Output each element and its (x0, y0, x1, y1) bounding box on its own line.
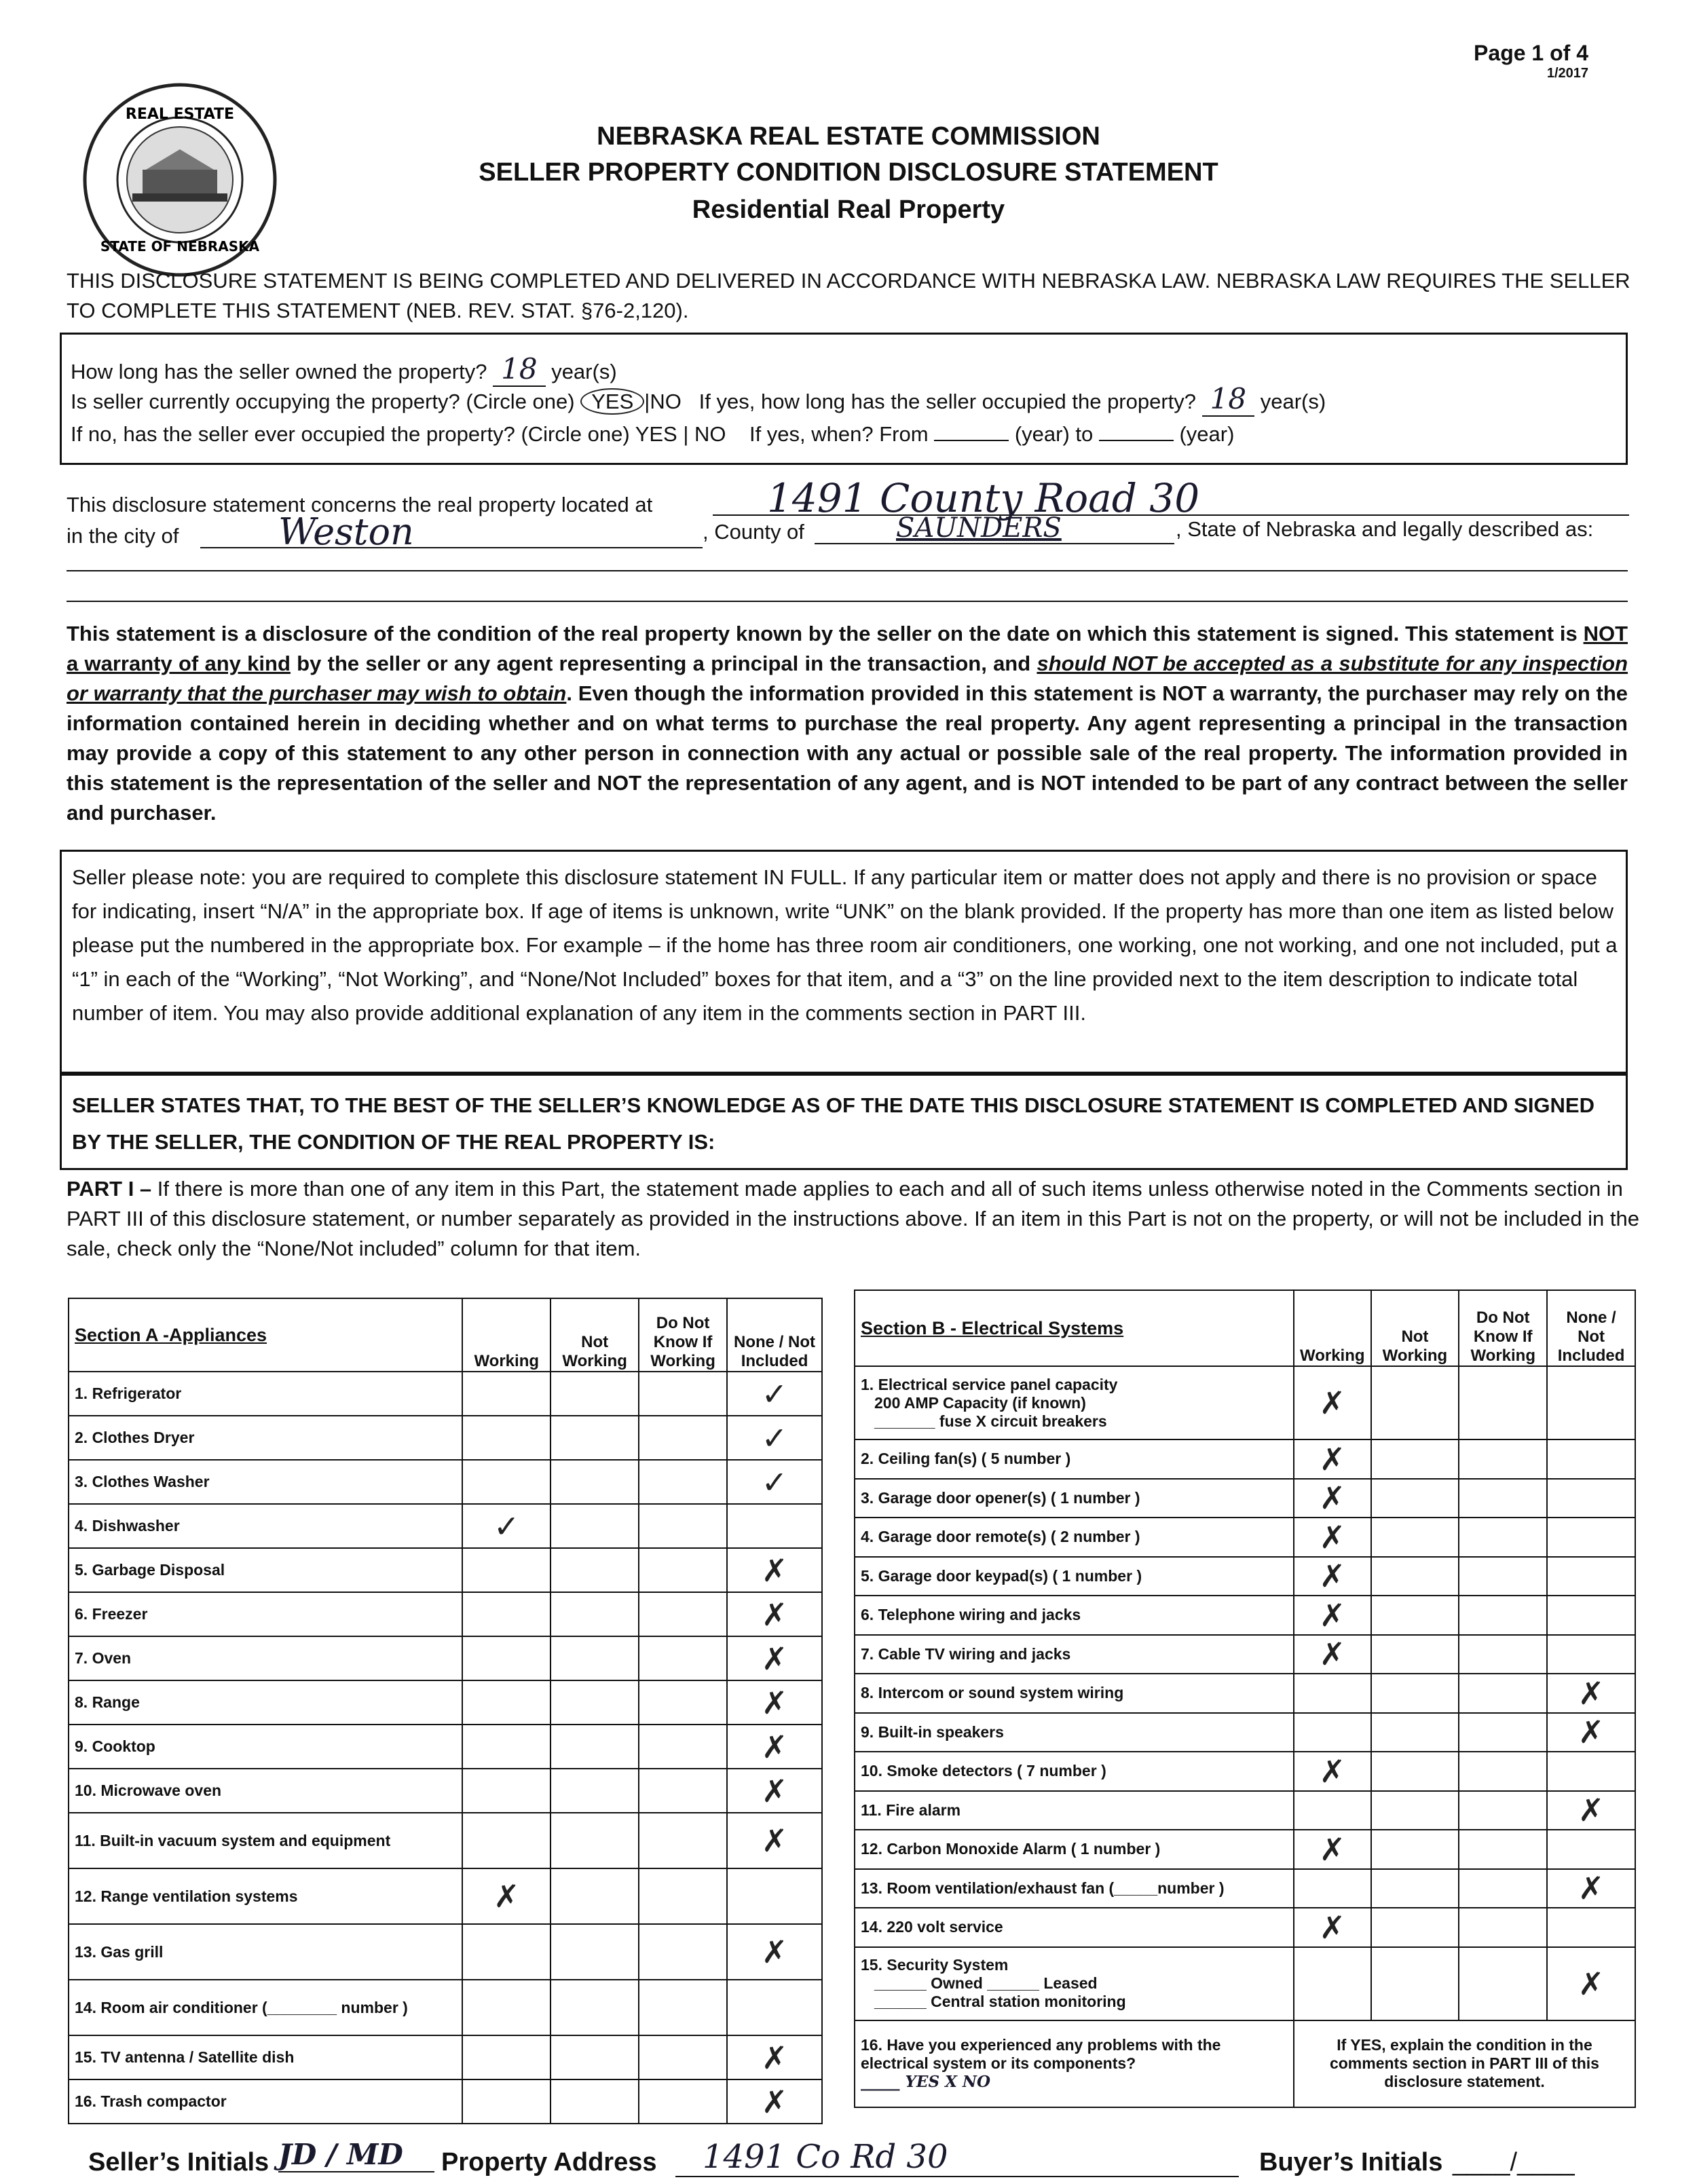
check-cell-nw[interactable] (551, 2035, 639, 2079)
buyer-initials-field[interactable]: ____/____ (1453, 2148, 1575, 2177)
check-cell-n[interactable]: ✗ (727, 1769, 822, 1813)
item-label: 8. Intercom or sound system wiring (855, 1674, 1294, 1713)
check-cell-w[interactable] (462, 1980, 551, 2035)
check-cell-dk[interactable] (1459, 1830, 1547, 1869)
check-cell-nw[interactable] (551, 1548, 639, 1592)
table-row (855, 1439, 1635, 1479)
table-row (855, 1366, 1635, 1439)
section-a-title: Section A -Appliances (69, 1298, 462, 1372)
check-cell-nw[interactable] (1371, 1674, 1459, 1713)
table-row (69, 2035, 822, 2079)
item-label: 4. Garage door remote(s) ( 2 number ) (855, 1518, 1294, 1557)
check-cell-n[interactable]: ✗ (1547, 1947, 1635, 2020)
county-field[interactable]: SAUNDERS (896, 512, 1062, 544)
footer-address-field[interactable]: 1491 Co Rd 30 (675, 2138, 1239, 2177)
check-cell-w[interactable]: ✗ (1294, 1557, 1371, 1596)
check-cell-dk[interactable] (1459, 1752, 1547, 1791)
check-cell-dk[interactable] (1459, 1596, 1547, 1635)
check-cell-w[interactable]: ✗ (1294, 1635, 1371, 1674)
check-cell-n[interactable] (1547, 1596, 1635, 1635)
check-cell-w[interactable]: ✗ (1294, 1596, 1371, 1635)
check-cell-w[interactable] (462, 1636, 551, 1680)
col-not-working: Not Working (551, 1298, 639, 1372)
table-row (69, 1868, 822, 1924)
item-label: 12. Range ventilation systems (69, 1868, 462, 1924)
check-cell-w[interactable] (462, 1372, 551, 1416)
table-row (69, 1769, 822, 1813)
check-cell-w[interactable]: ✗ (1294, 1366, 1371, 1439)
property-address-label: Property Address (441, 2148, 657, 2177)
check-cell-w[interactable] (1294, 1947, 1371, 2020)
check-cell-n[interactable] (727, 1980, 822, 2035)
svg-text:STATE OF NEBRASKA: STATE OF NEBRASKA (100, 238, 260, 255)
check-cell-dk[interactable] (639, 1504, 727, 1548)
check-cell-nw[interactable] (551, 1924, 639, 1980)
check-cell-nw[interactable] (551, 1725, 639, 1769)
check-cell-dk[interactable] (1459, 1713, 1547, 1752)
occupying-question: Is seller currently occupying the property? (Circle one) YES |NO If yes, how long has the seller occupied the property? 18 year(s) (71, 382, 1326, 415)
check-cell-dk[interactable] (1459, 1674, 1547, 1713)
check-cell-n[interactable] (1547, 1366, 1635, 1439)
check-cell-nw[interactable] (551, 1592, 639, 1636)
check-cell-n[interactable] (727, 1504, 822, 1548)
check-cell-dk[interactable] (1459, 1791, 1547, 1830)
col-none: None / Not Included (727, 1298, 822, 1372)
check-cell-n[interactable]: ✗ (727, 1636, 822, 1680)
check-cell-w[interactable] (462, 1460, 551, 1504)
check-cell-n[interactable]: ✓ (727, 1460, 822, 1504)
table-row (855, 1791, 1635, 1830)
check-cell-dk[interactable] (1459, 1635, 1547, 1674)
check-cell-dk[interactable] (1459, 1518, 1547, 1557)
check-cell-dk[interactable] (1459, 1439, 1547, 1479)
item-label: 4. Dishwasher (69, 1504, 462, 1548)
check-cell-nw[interactable] (1371, 1596, 1459, 1635)
check-cell-nw[interactable] (551, 1504, 639, 1548)
check-cell-nw[interactable] (1371, 1635, 1459, 1674)
check-cell-nw[interactable] (551, 1868, 639, 1924)
check-cell-w[interactable]: ✗ (1294, 1439, 1371, 1479)
property-address-field[interactable]: 1491 County Road 30 (767, 475, 1200, 521)
check-cell-nw[interactable] (551, 1416, 639, 1460)
check-cell-nw[interactable] (1371, 1557, 1459, 1596)
table-row (69, 1636, 822, 1680)
check-cell-dk[interactable] (639, 1769, 727, 1813)
check-cell-nw[interactable] (551, 1372, 639, 1416)
table-row (855, 1908, 1635, 1947)
city-label: in the city of (67, 524, 179, 548)
check-cell-nw[interactable] (1371, 1479, 1459, 1518)
check-cell-nw[interactable] (1371, 1752, 1459, 1791)
check-cell-w[interactable]: ✗ (1294, 1518, 1371, 1557)
check-cell-n[interactable]: ✓ (727, 1372, 822, 1416)
check-cell-n[interactable] (1547, 1439, 1635, 1479)
check-cell-dk[interactable] (639, 1548, 727, 1592)
check-cell-n[interactable] (1547, 1479, 1635, 1518)
check-cell-nw[interactable] (1371, 1830, 1459, 1869)
owned-years[interactable]: 18 (493, 352, 545, 387)
check-cell-w[interactable] (462, 1680, 551, 1725)
table-row (855, 1635, 1635, 1674)
section-a-appliances-table (68, 1298, 823, 2124)
check-cell-n[interactable]: ✗ (727, 2079, 822, 2124)
check-cell-n[interactable]: ✗ (727, 1924, 822, 1980)
check-cell-nw[interactable] (1371, 1366, 1459, 1439)
col-working: Working (462, 1298, 551, 1372)
state-label: , State of Nebraska and legally described as: (1176, 517, 1594, 541)
item-label: 6. Freezer (69, 1592, 462, 1636)
item-label: 9. Cooktop (69, 1725, 462, 1769)
item-label: 11. Built-in vacuum system and equipment (69, 1813, 462, 1868)
item-label: 2. Ceiling fan(s) ( 5 number ) (855, 1439, 1294, 1479)
table-row (855, 1479, 1635, 1518)
table-row (855, 1518, 1635, 1557)
check-cell-n[interactable]: ✗ (727, 1813, 822, 1868)
item-label: 6. Telephone wiring and jacks (855, 1596, 1294, 1635)
col-dont-know: Do Not Know If Working (639, 1298, 727, 1372)
check-cell-dk[interactable] (1459, 1557, 1547, 1596)
check-cell-w[interactable] (462, 1592, 551, 1636)
page-number: Page 1 of 4 1/2017 (1474, 41, 1588, 81)
check-cell-dk[interactable] (639, 1980, 727, 2035)
check-cell-nw[interactable] (1371, 1439, 1459, 1479)
item-label: 14. Room air conditioner (________ number ) (69, 1980, 462, 2035)
occupied-years[interactable]: 18 (1202, 382, 1254, 417)
disclosure-paragraph: This statement is a disclosure of the condition of the real property known by the seller on the date on which this statement is signed. This statement is NOT a warranty of any kind by the seller or any agent representing a principal in the transaction, and should NOT be accepted as a substitute for any inspection or warranty that the purchaser may wish to obtain. Even though the information provided in this statement is NOT a warranty, the purchaser may rely on the information contained herein in deciding whether and on what terms to purchase the real property. Any agent representing a principal in the transaction may provide a copy of this statement to any other person in connection with any actual or possible sale of the real property. The information provided in this statement is the representation of the seller and NOT the representation of any agent, and is NOT intended to be part of any contract between the seller and purchaser. (67, 622, 1628, 825)
check-cell-w[interactable] (1294, 1713, 1371, 1752)
check-cell-nw[interactable] (1371, 1947, 1459, 2020)
check-cell-n[interactable] (1547, 1908, 1635, 1947)
check-cell-n[interactable]: ✗ (727, 1592, 822, 1636)
check-cell-w[interactable]: ✗ (462, 1868, 551, 1924)
check-cell-dk[interactable] (1459, 1479, 1547, 1518)
check-cell-nw[interactable] (551, 1680, 639, 1725)
table-row (69, 1592, 822, 1636)
check-cell-n[interactable]: ✗ (1547, 1713, 1635, 1752)
intro-text: THIS DISCLOSURE STATEMENT IS BEING COMPLETED AND DELIVERED IN ACCORDANCE WITH NEBRASKA LAW. NEBRASKA LAW REQUIRES THE SELLER TO COMPLETE THIS STATEMENT (NEB. REV. STAT. §76-2,120). (67, 269, 1630, 322)
table-row (855, 1869, 1635, 1908)
check-cell-n[interactable]: ✗ (727, 1680, 822, 1725)
table-row (855, 1947, 1635, 2020)
check-cell-w[interactable]: ✗ (1294, 1830, 1371, 1869)
check-cell-nw[interactable] (551, 1813, 639, 1868)
seller-initials-label: Seller’s Initials (88, 2148, 269, 2177)
check-cell-n[interactable] (727, 1868, 822, 1924)
check-cell-nw[interactable] (551, 1980, 639, 2035)
occupying-no[interactable]: NO (650, 390, 682, 413)
seller-initials-field[interactable]: JD / MD (278, 2138, 434, 2172)
check-cell-dk[interactable] (639, 1924, 727, 1980)
check-cell-dk[interactable] (639, 1680, 727, 1725)
check-cell-n[interactable]: ✗ (1547, 1674, 1635, 1713)
item-label: 3. Clothes Washer (69, 1460, 462, 1504)
check-cell-n[interactable] (1547, 1635, 1635, 1674)
check-cell-dk[interactable] (1459, 1908, 1547, 1947)
item-label: 7. Cable TV wiring and jacks (855, 1635, 1294, 1674)
part-one-text: PART I – If there is more than one of any item in this Part, the statement made applies to each and all of such items unless otherwise noted in the Comments section in PART III of this disclosure statement, or number separately as provided in the instructions above. If an item in this Part is not on the property, or will not be included in the sale, check only the “None/Not included” column for that item. (67, 1177, 1640, 1260)
check-cell-nw[interactable] (551, 1769, 639, 1813)
item-label: 11. Fire alarm (855, 1791, 1294, 1830)
check-cell-n[interactable]: ✗ (727, 1548, 822, 1592)
section-b-title: Section B - Electrical Systems (855, 1290, 1294, 1366)
check-cell-w[interactable] (462, 1416, 551, 1460)
location-prefix: This disclosure statement concerns the real property located at (67, 493, 653, 516)
item-label: 10. Microwave oven (69, 1769, 462, 1813)
check-cell-nw[interactable] (1371, 1518, 1459, 1557)
check-cell-w[interactable]: ✗ (1294, 1479, 1371, 1518)
check-cell-w[interactable]: ✗ (1294, 1908, 1371, 1947)
check-cell-dk[interactable] (639, 1416, 727, 1460)
item-label: 1. Refrigerator (69, 1372, 462, 1416)
item-label: 7. Oven (69, 1636, 462, 1680)
seller-note: Seller please note: you are required to complete this disclosure statement IN FULL. If any particular item or matter does not apply and there is no provision or space for indicating, insert “N/A” in the appropriate box. If age of items is unknown, write “UNK” on the blank provided. If the property has more than one item as listed below please put the numbered in the appropriate box. For example – if the home has three room air conditioners, one working, one not working, and one not included, put a “1” in each of the “Working”, “Not Working”, and “None/Not Included” boxes for that item, and a “3” on the line provided next to the item description to indicate total number of item. You may also provide additional explanation of any item in the comments section in PART III. (72, 865, 1618, 1025)
check-cell-dk[interactable] (639, 1636, 727, 1680)
item-label: 3. Garage door opener(s) ( 1 number ) (855, 1479, 1294, 1518)
table-row (69, 1813, 822, 1868)
check-cell-nw[interactable] (1371, 1791, 1459, 1830)
table-row (69, 1548, 822, 1592)
item-label: 15. TV antenna / Satellite dish (69, 2035, 462, 2079)
item-label: 13. Gas grill (69, 1924, 462, 1980)
check-cell-nw[interactable] (551, 1636, 639, 1680)
check-cell-dk[interactable] (639, 1813, 727, 1868)
check-cell-n[interactable]: ✗ (1547, 1791, 1635, 1830)
check-cell-w[interactable] (462, 1725, 551, 1769)
section-b-electrical-table: Section B - Electrical Systems Working Not Working Do Not Know If Working None / Not Included 1. Electrical service panel capacity 200 AMP Capacity (if known) _______ fuse X circuit breakers ✗ 2. Ceiling fan(s) ( 5 number ) ✗ 3. Garage door opener(s) ( 1 number ) ✗ 4. Garage door remote(s) ( 2 number ) ✗ 5. Garage door keypad(s) ( 1 number ) ✗ 6. Telephone wiring and jacks ✗ 7. Cable TV wiring and jacks ✗ 8. Intercom or sound system wiring ✗ 9. Built-in speakers ✗ 10. Smoke detectors ( 7 number ) ✗ 11. Fire alarm ✗ 12. Carbon Monoxide Alarm ( 1 number ) ✗ 13. Room ventilation/exhaust fan (_____number ) ✗ 14. 220 volt service ✗ 15. Security System ______ Owned ______ Leased ______ Central station monitoring ✗ 16. Have you experienced any problems with the electrical system or its components? _____ YES X NO If YES, explain the condition in the comments section in PART III of this disclosure statement. (854, 1289, 1636, 2108)
check-cell-dk[interactable] (639, 1725, 727, 1769)
table-row (855, 1713, 1635, 1752)
check-cell-dk[interactable] (639, 2035, 727, 2079)
check-cell-dk[interactable] (639, 1592, 727, 1636)
county-label: , County of (703, 520, 804, 544)
check-cell-n[interactable]: ✗ (1547, 1869, 1635, 1908)
item-label: 15. Security System ______ Owned ______ Leased ______ Central station monitoring (855, 1947, 1294, 2020)
table-row (69, 1924, 822, 1980)
check-cell-nw[interactable] (1371, 1908, 1459, 1947)
item-label: 13. Room ventilation/exhaust fan (_____number ) (855, 1869, 1294, 1908)
item-label: 2. Clothes Dryer (69, 1416, 462, 1460)
check-cell-dk[interactable] (1459, 1947, 1547, 2020)
item-label: 1. Electrical service panel capacity 200 AMP Capacity (if known) _______ fuse X circuit breakers (855, 1366, 1294, 1439)
check-cell-w[interactable] (1294, 1869, 1371, 1908)
item-label: 5. Garbage Disposal (69, 1548, 462, 1592)
item-label: 16. Trash compactor (69, 2079, 462, 2124)
check-cell-w[interactable] (462, 1548, 551, 1592)
table-row (69, 1416, 822, 1460)
electrical-problems-answer[interactable]: _____ YES X NO (861, 2073, 990, 2091)
check-cell-n[interactable]: ✗ (727, 1725, 822, 1769)
item-label: 10. Smoke detectors ( 7 number ) (855, 1752, 1294, 1791)
check-cell-dk[interactable] (639, 1460, 727, 1504)
check-cell-n[interactable] (1547, 1752, 1635, 1791)
item-label: 9. Built-in speakers (855, 1713, 1294, 1752)
check-cell-w[interactable] (462, 2035, 551, 2079)
ever-occupied-question: If no, has the seller ever occupied the property? (Circle one) YES | NO If yes, when? From (year) to (year) (71, 422, 1235, 446)
electrical-problems-note: If YES, explain the condition in the comments section in PART III of this disclosure statement. (1294, 2020, 1635, 2107)
check-cell-nw[interactable] (551, 2079, 639, 2124)
table-row (69, 1504, 822, 1548)
form-subtitle: Residential Real Property (692, 195, 1005, 224)
check-cell-n[interactable]: ✓ (727, 1416, 822, 1460)
seller-states: SELLER STATES THAT, TO THE BEST OF THE SELLER’S KNOWLEDGE AS OF THE DATE THIS DISCLOSURE STATEMENT IS COMPLETED AND SIGNED BY THE SELLER, THE CONDITION OF THE REAL PROPERTY IS: (72, 1093, 1595, 1154)
commission-title: NEBRASKA REAL ESTATE COMMISSION (597, 122, 1100, 151)
svg-text:REAL ESTATE: REAL ESTATE (125, 106, 235, 123)
check-cell-dk[interactable] (639, 1868, 727, 1924)
table-row (69, 1372, 822, 1416)
check-cell-nw[interactable] (1371, 1869, 1459, 1908)
check-cell-nw[interactable] (1371, 1713, 1459, 1752)
check-cell-n[interactable]: ✗ (727, 2035, 822, 2079)
item-label: 12. Carbon Monoxide Alarm ( 1 number ) (855, 1830, 1294, 1869)
form-title: SELLER PROPERTY CONDITION DISCLOSURE STATEMENT (479, 158, 1218, 187)
check-cell-w[interactable] (462, 1813, 551, 1868)
table-row (69, 1980, 822, 2035)
check-cell-w[interactable] (462, 1924, 551, 1980)
check-cell-w[interactable] (462, 2079, 551, 2124)
table-row (69, 1460, 822, 1504)
check-cell-dk[interactable] (1459, 1366, 1547, 1439)
check-cell-n[interactable] (1547, 1557, 1635, 1596)
check-cell-w[interactable] (1294, 1674, 1371, 1713)
occupying-yes-circled[interactable]: YES (580, 388, 644, 415)
table-row (855, 1596, 1635, 1635)
check-cell-dk[interactable] (639, 1372, 727, 1416)
table-row (855, 1752, 1635, 1791)
check-cell-w[interactable] (462, 1769, 551, 1813)
table-row (69, 1725, 822, 1769)
item-label: 8. Range (69, 1680, 462, 1725)
city-field[interactable]: Weston (278, 510, 414, 553)
check-cell-n[interactable] (1547, 1518, 1635, 1557)
table-row (69, 1680, 822, 1725)
check-cell-dk[interactable] (1459, 1869, 1547, 1908)
buyer-initials-label: Buyer’s Initials (1259, 2148, 1443, 2177)
check-cell-w[interactable] (1294, 1791, 1371, 1830)
table-row (855, 1557, 1635, 1596)
check-cell-w[interactable]: ✗ (1294, 1752, 1371, 1791)
check-cell-w[interactable]: ✓ (462, 1504, 551, 1548)
check-cell-nw[interactable] (551, 1460, 639, 1504)
table-row (69, 2079, 822, 2124)
check-cell-dk[interactable] (639, 2079, 727, 2124)
item-label: 14. 220 volt service (855, 1908, 1294, 1947)
check-cell-n[interactable] (1547, 1830, 1635, 1869)
table-row (855, 1830, 1635, 1869)
table-row (855, 1674, 1635, 1713)
item-label: 5. Garage door keypad(s) ( 1 number ) (855, 1557, 1294, 1596)
owned-question: How long has the seller owned the property? 18 year(s) (71, 352, 617, 385)
electrical-problems-question: 16. Have you experienced any problems with the electrical system or its components? _____ YES X NO (855, 2020, 1294, 2107)
